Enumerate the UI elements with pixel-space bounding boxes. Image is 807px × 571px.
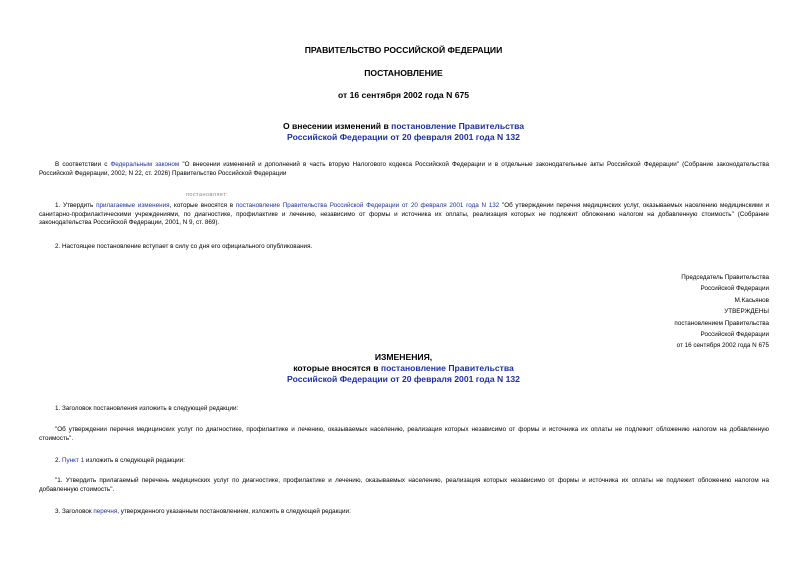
change-3-text-b: , утвержденного указанным постановлением, изложить в следующей редакции:: [117, 508, 351, 515]
title-link-resolution[interactable]: постановление Правительства: [391, 121, 525, 131]
document-title: [0, 121, 807, 132]
approved-country: Российской Федерации: [700, 331, 769, 339]
signature-position: Председатель Правительства: [681, 274, 769, 281]
change-2-text-a: 2.: [55, 457, 63, 464]
document-title-line-2: [0, 132, 807, 143]
change-2-text-b: изложить в следующей редакции:: [84, 457, 185, 464]
list-link[interactable]: перечня: [93, 508, 118, 515]
approved-changes-link[interactable]: прилагаемые изменения: [96, 202, 170, 209]
preamble-text-2: "О внесении изменений и дополнений в часть вторую Налогового кодекса Российской Федерации и в отдельные законодательные акты Российской Федерации" (Собрание законодательства Российской Федерации, 2002, N 22, ст. 2026) Правительство Российской Федерации: [39, 161, 769, 177]
change-1-paragraph: 1. Заголовок постановления изложить в следующей редакции:: [55, 405, 239, 412]
changes-resolution-link[interactable]: постановление Правительства: [380, 363, 514, 373]
changes-title: ИЗМЕНЕНИЯ,: [374, 352, 433, 362]
change-2-paragraph: [55, 457, 185, 466]
item-1-link[interactable]: Пункт 1: [62, 457, 85, 464]
preamble-text-1: В соответствии с: [55, 161, 111, 168]
item-1-text-b: , которые вносятся в: [169, 202, 236, 209]
change-3-text-a: 3. Заголовок: [55, 508, 94, 515]
change-3-paragraph: [55, 508, 351, 517]
signature-name: М.Касьянов: [734, 296, 769, 304]
item-1-text-c: "Об утверждении перечня медицинских услуг, оказываемых населению медицинскими и санитарно-профилактическими учреждениями, по диагностике, профилактике и лечению, независимо от формы и источника их оплаты, реализация которых не подлежит обложению налогом на добавленную стоимость" (Собрание законодательства Российской Федерации, 2001, N 9, ст. 869).: [39, 202, 770, 227]
signature-block: [549, 272, 769, 352]
approved-date: от 16 сентября 2002 года N 675: [676, 342, 769, 350]
changes-resolution-date-link[interactable]: Российской Федерации от 20 февраля 2001 года N 132: [287, 374, 520, 384]
changes-subtitle-prefix: которые вносятся в: [293, 363, 381, 373]
document-type-heading: ПОСТАНОВЛЕНИЕ: [364, 68, 443, 78]
changes-subtitle: [0, 363, 807, 374]
signature-country: Российской Федерации: [700, 285, 769, 293]
date-number-heading: от 16 сентября 2002 года N 675: [337, 90, 470, 100]
item-1-text-a: 1. Утвердить: [55, 202, 97, 209]
title-link-resolution-date[interactable]: Российской Федерации от 20 февраля 2001 года N 132: [287, 132, 520, 142]
decides-word: постановляет:: [186, 192, 229, 198]
quote-2-paragraph: "1. Утвердить прилагаемый перечень медицинских услуг по диагностике, профилактике и лечению, оказываемых населению, реализация которых независимо от формы и источника их оплаты не подлежит обложению налогом на добавленную стоимость".: [39, 477, 769, 493]
item-2-paragraph: 2. Настоящее постановление вступает в силу со дня его официального опубликования.: [55, 243, 313, 250]
item-1-paragraph: [39, 202, 769, 228]
changes-subtitle-line-2: [0, 374, 807, 385]
resolution-132-link[interactable]: постановление Правительства Российской Федерации от 20 февраля 2001 года N 132: [235, 202, 500, 209]
quote-1-paragraph: "Об утверждении перечня медицинских услуг по диагностике, профилактике и лечению, оказываемых населению, реализация которых независимо от формы и источника их оплаты не подлежит обложению налогом на добавленную стоимость".: [39, 426, 769, 442]
approved-label: УТВЕРЖДЕНЫ: [724, 308, 769, 316]
government-heading: ПРАВИТЕЛЬСТВО РОССИЙСКОЙ ФЕДЕРАЦИИ: [304, 45, 503, 55]
federal-law-link[interactable]: Федеральным законом: [110, 161, 180, 168]
preamble-paragraph: [39, 161, 769, 178]
approved-by: постановлением Правительства: [674, 319, 769, 327]
title-prefix: О внесении изменений в: [282, 121, 392, 131]
